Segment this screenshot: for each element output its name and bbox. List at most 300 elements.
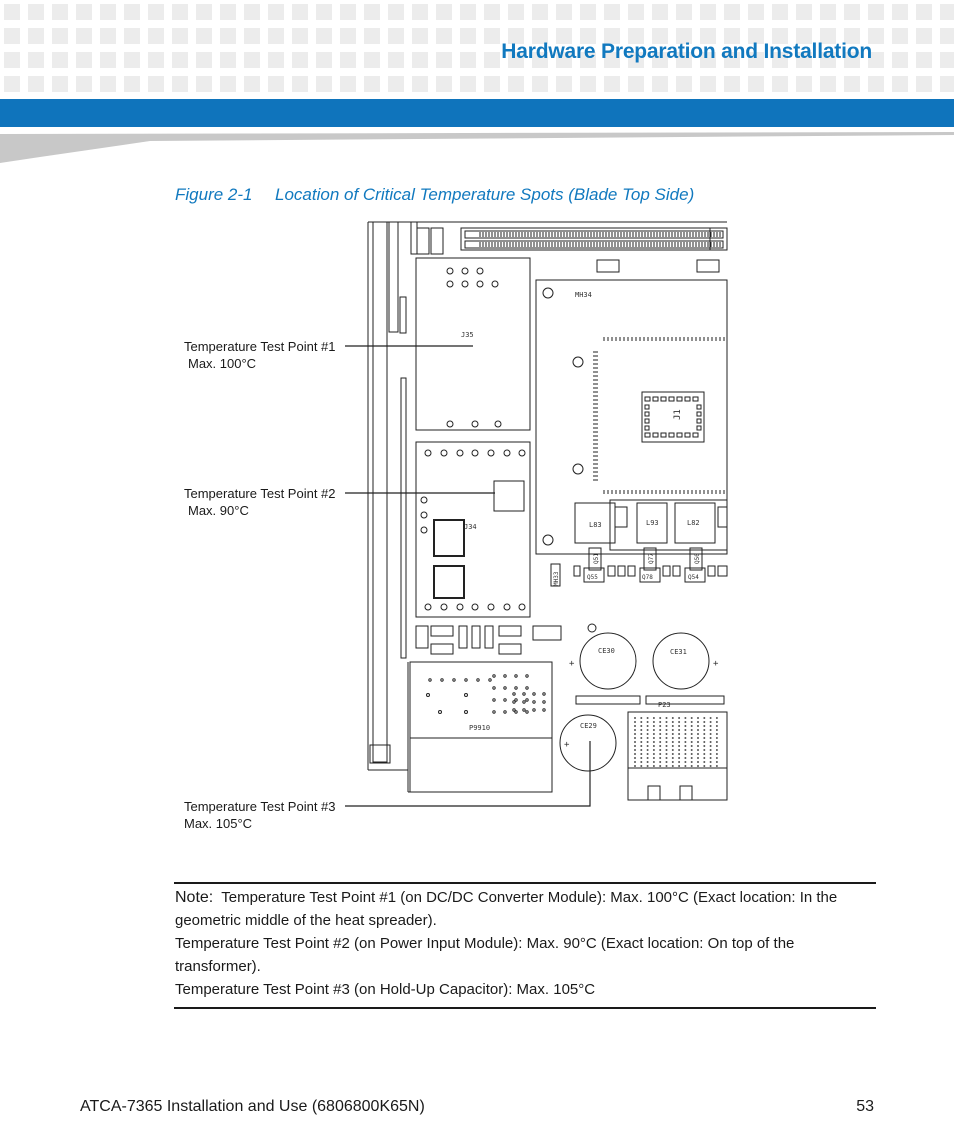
- connector-pin: [659, 733, 661, 735]
- connector-pin: [703, 753, 705, 755]
- connector-pin: [666, 725, 668, 727]
- connector-pin: [703, 745, 705, 747]
- via-pad: [588, 624, 596, 632]
- connector-pin: [697, 745, 699, 747]
- label-p23: P23: [658, 701, 671, 709]
- callout-test-point-2: [184, 485, 336, 519]
- via-pad: [513, 709, 515, 711]
- socket-pin: [669, 397, 674, 401]
- label-j1: J1: [673, 409, 683, 420]
- connector-pin: [684, 745, 686, 747]
- connector-pin: [716, 729, 718, 731]
- connector-pin: [716, 753, 718, 755]
- connector-pin: [672, 741, 674, 743]
- connector-pin: [697, 741, 699, 743]
- connector-pin: [659, 757, 661, 759]
- via-pad: [439, 711, 442, 714]
- connector-pin: [697, 749, 699, 751]
- connector-pin: [710, 737, 712, 739]
- via-pad: [493, 711, 495, 713]
- connector-pin: [710, 765, 712, 767]
- connector-pin: [691, 717, 693, 719]
- via-pad: [513, 701, 515, 703]
- label-q54: Q54: [688, 574, 699, 581]
- via-pad: [472, 450, 478, 456]
- via-pad: [425, 450, 431, 456]
- via-pad: [457, 604, 463, 610]
- callout-2-label: Temperature Test Point #2: [184, 486, 336, 501]
- connector-pin: [647, 765, 649, 767]
- socket-pin: [677, 433, 682, 437]
- connector-pin: [640, 737, 642, 739]
- via-pad: [573, 464, 583, 474]
- via-pad: [421, 527, 427, 533]
- via-pad: [504, 687, 506, 689]
- label-mh33: MH33: [553, 571, 560, 586]
- connector-pin: [710, 725, 712, 727]
- via-pad: [504, 604, 510, 610]
- connector-pin: [691, 753, 693, 755]
- connector-pin: [659, 725, 661, 727]
- connector-pin: [653, 717, 655, 719]
- via-pad: [533, 709, 535, 711]
- connector-pin: [653, 761, 655, 763]
- connector-pin: [666, 737, 668, 739]
- connector-pin: [640, 745, 642, 747]
- via-pad: [515, 687, 517, 689]
- via-pad: [477, 281, 483, 287]
- connector-pin: [653, 737, 655, 739]
- connector-pin: [697, 721, 699, 723]
- connector-pin: [640, 717, 642, 719]
- connector-pin: [716, 749, 718, 751]
- connector-pin: [697, 725, 699, 727]
- figure-number: Figure 2-1: [175, 185, 253, 204]
- socket-pin: [653, 433, 658, 437]
- chapter-title: Hardware Preparation and Installation: [501, 40, 872, 63]
- footer-doc-title: ATCA-7365 Installation and Use (6806800K65N): [80, 1098, 425, 1115]
- connector-pin: [672, 725, 674, 727]
- connector-pin: [659, 717, 661, 719]
- socket-pin: [697, 405, 701, 409]
- via-pad: [472, 421, 478, 427]
- label-plus-ce31: +: [713, 659, 719, 669]
- connector-pin: [634, 721, 636, 723]
- note-text-1: Temperature Test Point #1 (on DC/DC Converter Module): Max. 100°C (Exact location: In the geometric middle of the heat spreader).: [175, 889, 838, 929]
- via-pad: [457, 450, 463, 456]
- connector-pin: [691, 721, 693, 723]
- callout-3-label: Temperature Test Point #3: [184, 799, 336, 814]
- connector-pin: [634, 717, 636, 719]
- connector-pin: [666, 749, 668, 751]
- label-q55: Q55: [587, 574, 598, 581]
- connector-pin: [666, 741, 668, 743]
- label-l93: L93: [646, 519, 659, 527]
- note-block: [175, 886, 875, 1001]
- label-plus-ce30: +: [569, 659, 575, 669]
- socket-pin: [697, 426, 701, 430]
- connector-pin: [684, 757, 686, 759]
- via-pad: [493, 675, 495, 677]
- label-ce30: CE30: [598, 647, 615, 655]
- connector-pin: [672, 745, 674, 747]
- note-top-rule: [174, 882, 876, 884]
- via-pad: [447, 268, 453, 274]
- connector-pin: [634, 761, 636, 763]
- via-pad: [477, 679, 479, 681]
- connector-pin: [659, 749, 661, 751]
- connector-pin: [716, 757, 718, 759]
- socket-pin: [697, 412, 701, 416]
- connector-pin: [659, 761, 661, 763]
- connector-pin: [634, 745, 636, 747]
- connector-pin: [634, 753, 636, 755]
- socket-pin: [653, 397, 658, 401]
- connector-pin: [703, 721, 705, 723]
- connector-pin: [640, 721, 642, 723]
- socket-pin: [693, 397, 698, 401]
- connector-pin: [684, 721, 686, 723]
- connector-pin: [666, 757, 668, 759]
- connector-pin: [684, 725, 686, 727]
- socket-pin: [645, 433, 650, 437]
- connector-pin: [691, 757, 693, 759]
- label-mh34: MH34: [575, 291, 592, 299]
- socket-pin: [645, 412, 649, 416]
- connector-pin: [710, 757, 712, 759]
- connector-pin: [653, 753, 655, 755]
- via-pad: [543, 701, 545, 703]
- connector-pin: [634, 729, 636, 731]
- connector-pin: [647, 757, 649, 759]
- socket-pin: [645, 419, 649, 423]
- connector-pin: [647, 721, 649, 723]
- connector-pin: [703, 765, 705, 767]
- connector-pin: [691, 737, 693, 739]
- connector-pin: [666, 721, 668, 723]
- via-pad: [462, 281, 468, 287]
- connector-pin: [653, 745, 655, 747]
- connector-pin: [653, 757, 655, 759]
- label-j34: J34: [464, 523, 477, 531]
- connector-pin: [634, 737, 636, 739]
- connector-pin: [647, 761, 649, 763]
- via-pad: [504, 675, 506, 677]
- connector-pin: [666, 745, 668, 747]
- connector-pin: [647, 749, 649, 751]
- connector-pin: [634, 733, 636, 735]
- connector-pin: [647, 733, 649, 735]
- label-q50: Q50: [694, 553, 701, 564]
- socket-pin: [697, 419, 701, 423]
- connector-pin: [710, 745, 712, 747]
- connector-pin: [666, 761, 668, 763]
- via-pad: [493, 687, 495, 689]
- connector-pin: [653, 721, 655, 723]
- via-pad: [492, 281, 498, 287]
- connector-pin: [703, 757, 705, 759]
- via-pad: [533, 701, 535, 703]
- connector-pin: [659, 721, 661, 723]
- connector-pin: [710, 761, 712, 763]
- connector-pin: [659, 737, 661, 739]
- connector-pin: [666, 733, 668, 735]
- connector-pin: [703, 761, 705, 763]
- connector-pin: [640, 729, 642, 731]
- socket-pin: [661, 433, 666, 437]
- connector-pin: [672, 753, 674, 755]
- connector-pin: [640, 725, 642, 727]
- callout-3-max: Max. 105°C: [184, 816, 253, 831]
- connector-pin: [691, 725, 693, 727]
- socket-pin: [645, 426, 649, 430]
- connector-pin: [678, 729, 680, 731]
- connector-pin: [678, 749, 680, 751]
- connector-pin: [697, 761, 699, 763]
- note-bottom-rule: [174, 1007, 876, 1009]
- via-pad: [489, 679, 491, 681]
- connector-pin: [653, 749, 655, 751]
- connector-pin: [653, 725, 655, 727]
- via-pad: [533, 693, 535, 695]
- via-pad: [421, 497, 427, 503]
- connector-pin: [640, 765, 642, 767]
- connector-pin: [691, 765, 693, 767]
- connector-pin: [684, 717, 686, 719]
- connector-pin: [684, 761, 686, 763]
- via-pad: [453, 679, 455, 681]
- via-pad: [462, 268, 468, 274]
- connector-pin: [672, 733, 674, 735]
- connector-pin: [716, 761, 718, 763]
- connector-pin: [697, 737, 699, 739]
- connector-pin: [697, 765, 699, 767]
- connector-pin: [653, 765, 655, 767]
- via-pad: [488, 450, 494, 456]
- connector-pin: [678, 741, 680, 743]
- connector-pin: [703, 733, 705, 735]
- connector-pin: [710, 721, 712, 723]
- via-pad: [447, 281, 453, 287]
- connector-pin: [716, 725, 718, 727]
- socket-pin: [693, 433, 698, 437]
- via-pad: [523, 693, 525, 695]
- via-pad: [465, 711, 468, 714]
- via-pad: [504, 699, 506, 701]
- connector-pin: [634, 765, 636, 767]
- connector-pin: [634, 749, 636, 751]
- label-q78: Q78: [642, 574, 653, 581]
- connector-pin: [678, 753, 680, 755]
- via-pad: [504, 450, 510, 456]
- connector-pin: [691, 733, 693, 735]
- via-pad: [465, 694, 468, 697]
- connector-pin: [678, 721, 680, 723]
- connector-pin: [697, 753, 699, 755]
- connector-pin: [691, 729, 693, 731]
- via-pad: [441, 450, 447, 456]
- callout-2-max: Max. 90°C: [188, 503, 249, 518]
- connector-pin: [659, 729, 661, 731]
- socket-pin: [685, 433, 690, 437]
- via-pad: [526, 699, 528, 701]
- connector-pin: [672, 737, 674, 739]
- connector-pin: [703, 737, 705, 739]
- via-pad: [515, 675, 517, 677]
- connector-pin: [678, 765, 680, 767]
- connector-pin: [678, 717, 680, 719]
- connector-pin: [659, 753, 661, 755]
- via-pad: [427, 694, 430, 697]
- connector-pin: [647, 745, 649, 747]
- socket-pin: [661, 397, 666, 401]
- connector-pin: [716, 733, 718, 735]
- via-pad: [526, 687, 528, 689]
- connector-pin: [678, 757, 680, 759]
- via-pad: [493, 699, 495, 701]
- connector-pin: [684, 749, 686, 751]
- connector-pin: [647, 753, 649, 755]
- label-j35: J35: [461, 331, 474, 339]
- note-line-2: Temperature Test Point #2 (on Power Input Module): Max. 90°C (Exact location: On top of the transformer).: [175, 935, 795, 975]
- connector-pin: [691, 761, 693, 763]
- connector-pin: [659, 745, 661, 747]
- figure-title: Location of Critical Temperature Spots (Blade Top Side): [275, 185, 695, 204]
- label-ce31: CE31: [670, 648, 687, 656]
- connector-pin: [653, 741, 655, 743]
- connector-pin: [672, 761, 674, 763]
- connector-pin: [716, 765, 718, 767]
- connector-pin: [716, 741, 718, 743]
- connector-pin: [659, 765, 661, 767]
- via-pad: [543, 535, 553, 545]
- connector-pin: [640, 753, 642, 755]
- connector-pin: [672, 729, 674, 731]
- connector-pin: [684, 737, 686, 739]
- connector-pin: [666, 753, 668, 755]
- via-pad: [472, 604, 478, 610]
- connector-pin: [710, 741, 712, 743]
- via-pad: [447, 421, 453, 427]
- via-pad: [421, 512, 427, 518]
- connector-pin: [697, 717, 699, 719]
- connector-pin: [647, 717, 649, 719]
- socket-pin: [645, 397, 650, 401]
- via-pad: [488, 604, 494, 610]
- connector-pin: [678, 725, 680, 727]
- via-pad: [526, 675, 528, 677]
- connector-pin: [678, 745, 680, 747]
- connector-pin: [697, 757, 699, 759]
- connector-pin: [640, 761, 642, 763]
- connector-pin: [640, 757, 642, 759]
- connector-pin: [672, 765, 674, 767]
- connector-pin: [691, 741, 693, 743]
- connector-pin: [672, 749, 674, 751]
- connector-pin: [653, 729, 655, 731]
- via-pad: [519, 604, 525, 610]
- via-pad: [543, 709, 545, 711]
- connector-pin: [684, 741, 686, 743]
- connector-pin: [710, 753, 712, 755]
- label-plus-ce29: +: [564, 740, 570, 750]
- connector-pin: [678, 761, 680, 763]
- socket-pin: [685, 397, 690, 401]
- connector-pin: [647, 737, 649, 739]
- note-line-3: Temperature Test Point #3 (on Hold-Up Capacitor): Max. 105°C: [175, 981, 596, 998]
- label-q51: Q51: [593, 553, 600, 564]
- connector-pin: [634, 757, 636, 759]
- connector-pin: [666, 717, 668, 719]
- via-pad: [513, 693, 515, 695]
- callout-test-point-3: [184, 798, 336, 832]
- via-pad: [573, 357, 583, 367]
- connector-pin: [647, 725, 649, 727]
- connector-pin: [716, 745, 718, 747]
- connector-pin: [640, 749, 642, 751]
- connector-pin: [672, 757, 674, 759]
- via-pad: [504, 711, 506, 713]
- socket-pin: [677, 397, 682, 401]
- connector-pin: [697, 729, 699, 731]
- connector-pin: [703, 717, 705, 719]
- via-pad: [441, 679, 443, 681]
- via-pad: [523, 701, 525, 703]
- connector-pin: [716, 721, 718, 723]
- connector-pin: [710, 733, 712, 735]
- connector-pin: [640, 733, 642, 735]
- label-l82: L82: [687, 519, 700, 527]
- connector-pin: [697, 733, 699, 735]
- connector-pin: [703, 725, 705, 727]
- connector-pin: [672, 721, 674, 723]
- connector-pin: [666, 765, 668, 767]
- connector-pin: [684, 753, 686, 755]
- connector-pin: [684, 729, 686, 731]
- connector-pin: [684, 733, 686, 735]
- via-pad: [465, 679, 467, 681]
- via-pad: [526, 711, 528, 713]
- connector-pin: [634, 725, 636, 727]
- callout-test-point-1: [184, 338, 336, 372]
- label-p9910: P9910: [469, 724, 491, 732]
- connector-pin: [710, 717, 712, 719]
- connector-pin: [640, 741, 642, 743]
- note-label: Note:: [175, 889, 214, 906]
- connector-pin: [716, 717, 718, 719]
- footer-page-number: 53: [856, 1098, 874, 1115]
- connector-pin: [703, 749, 705, 751]
- connector-pin: [684, 765, 686, 767]
- callout-1-label: Temperature Test Point #1: [184, 339, 336, 354]
- via-pad: [523, 709, 525, 711]
- connector-pin: [659, 741, 661, 743]
- connector-pin: [666, 729, 668, 731]
- connector-pin: [672, 717, 674, 719]
- connector-pin: [653, 733, 655, 735]
- via-pad: [477, 268, 483, 274]
- connector-pin: [703, 729, 705, 731]
- callout-1-max: Max. 100°C: [188, 356, 257, 371]
- connector-pin: [710, 749, 712, 751]
- note-line-1: [175, 886, 875, 932]
- label-q77: Q77: [648, 553, 655, 564]
- connector-pin: [647, 729, 649, 731]
- connector-pin: [703, 741, 705, 743]
- connector-pin: [716, 737, 718, 739]
- via-pad: [495, 421, 501, 427]
- via-pad: [543, 693, 545, 695]
